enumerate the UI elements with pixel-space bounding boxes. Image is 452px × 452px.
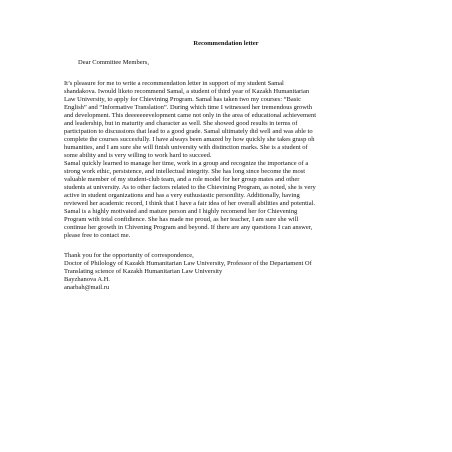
letter-paragraph-2 [64, 160, 404, 208]
paragraph-line: strong work ethic, persistence, and intellectual integrity. She has long since become the most [64, 168, 306, 175]
letter-paragraph-3 [64, 208, 404, 240]
paragraph-line: valuable member of my student-club team, and a role model for her group mates and other [64, 176, 300, 183]
letter-body [64, 80, 404, 240]
author-title-line: Translating science of Kazakh Humanitarian Law University [64, 268, 223, 275]
paragraph-line: humanities, and I am sure she will finish university with distinction marks. She is a student of [64, 144, 308, 151]
paragraph-line: Law University, to apply for Chievining Program. Samal has taken two my courses: “Basic [64, 96, 301, 103]
closing-line: Thank you for the opportunity of correspondence, [64, 252, 194, 259]
paragraph-line: participation to discussions that lead to a good grade. Samal ultimately did well and was able to [64, 128, 313, 135]
paragraph-line: complete the courses succesfully. I have always been amazed by how quickly she takes grasp oh [64, 136, 315, 143]
letter-title: Recommendation letter [193, 40, 259, 47]
closing-block [64, 252, 424, 292]
paragraph-line: It’s pleasure for me to write a recommendation letter in support of my student Samal [64, 80, 284, 87]
paragraph-line: please free to contact me. [64, 232, 131, 239]
author-email: anarbah@mail.ru [64, 284, 110, 291]
paragraph-line: and development. This deeeeeeevelopment came not only in the area of educational achievement [64, 112, 317, 119]
paragraph-line: Samal quickly learned to manage her time, work in a group and recognize the importance of a [64, 160, 309, 167]
paragraph-line: shandakova. Iwould liketo recommend Samal, a student of third year of Kazakh Humanitarian [64, 88, 310, 95]
letter-paragraph-1 [64, 80, 404, 160]
paragraph-line: continue her growth in Chivening Program and beyond. If there are any questions I can answer, [64, 224, 313, 231]
letter-closing [64, 252, 424, 292]
paragraph-line: Program with total confidience. She has made me proud, as her teacher, I am sure she will [64, 216, 299, 223]
paragraph-line: students at university. As to other factors related to the Chievining Program, as noted, she is very [64, 184, 316, 191]
author-name: Bayzhanova A.H. [64, 276, 111, 283]
paragraph-line: reviewed her academic record, I think that I have a fair idea of her overall abilities and potential. [64, 200, 316, 207]
paragraph-line: English” and “Informative Translation”. During which time I witnessed her tremendous growth [64, 104, 313, 111]
paragraph-line: active in student organizations and has a very euthusiastic personility. Additionally, having [64, 192, 300, 199]
author-title-line: Doctor of Philology of Kazakh Humanitarian Law University, Professor of the Departament Of [64, 260, 312, 267]
paragraph-line: some ability and is very willing to work hard to succeed. [64, 152, 212, 159]
paragraph-line: Samal is a highly motivated and mature person and I highly recomend her for Chievening [64, 208, 298, 215]
letter-salutation: Dear Committee Members, [78, 59, 149, 66]
paragraph-line: and leadership, but in maturity and character as well. She showed good results in terms of [64, 120, 298, 127]
